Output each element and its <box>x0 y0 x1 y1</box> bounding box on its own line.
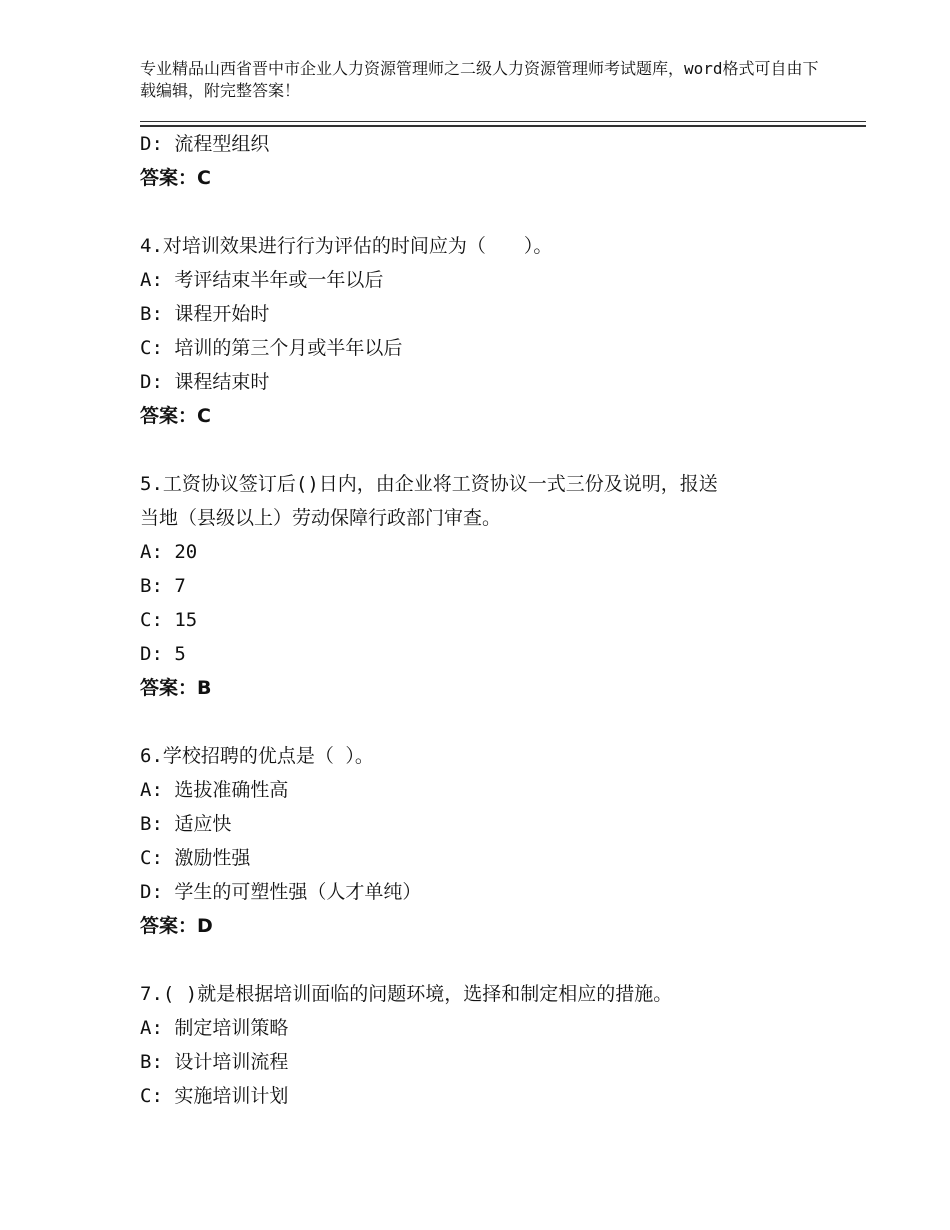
q6-option-c: C: 激励性强 <box>140 847 251 869</box>
q6-stem: 6.学校招聘的优点是（ ）。 <box>140 745 374 767</box>
q4-stem: 4.对培训效果进行行为评估的时间应为（ ）。 <box>140 235 553 257</box>
q7-stem: 7.( )就是根据培训面临的问题环境，选择和制定相应的措施。 <box>140 983 673 1005</box>
q6-option-d: D: 学生的可塑性强（人才单纯） <box>140 881 422 903</box>
q3-answer: 答案：C <box>140 167 211 189</box>
q6-answer: 答案：D <box>140 915 213 937</box>
q4-answer: 答案：C <box>140 405 211 427</box>
q4-option-b: B: 课程开始时 <box>140 303 270 325</box>
q4-option-a: A: 考评结束半年或一年以后 <box>140 269 384 291</box>
q4-option-c: C: 培训的第三个月或半年以后 <box>140 337 403 359</box>
spacer <box>140 705 840 739</box>
q5-option-d: D: 5 <box>140 643 186 665</box>
document-header: 专业精品山西省晋中市企业人力资源管理师之二级人力资源管理师考试题库，word格式可自由下载编辑，附完整答案！ <box>140 59 819 100</box>
q7-option-c: C: 实施培训计划 <box>140 1085 289 1107</box>
spacer <box>140 943 840 977</box>
q5-option-b: B: 7 <box>140 575 186 597</box>
q6-option-b: B: 适应快 <box>140 813 232 835</box>
q7-option-b: B: 设计培训流程 <box>140 1051 289 1073</box>
question-content <box>140 127 840 1113</box>
q3-option-d: D: 流程型组织 <box>140 133 270 155</box>
q4-option-d: D: 课程结束时 <box>140 371 270 393</box>
spacer <box>140 195 840 229</box>
q5-stem-line2: 当地（县级以上）劳动保障行政部门审查。 <box>140 507 502 529</box>
q5-stem-line1: 5.工资协议签订后()日内，由企业将工资协议一式三份及说明，报送 <box>140 473 718 495</box>
spacer <box>140 433 840 467</box>
q6-option-a: A: 选拔准确性高 <box>140 779 289 801</box>
q5-answer: 答案：B <box>140 677 212 699</box>
q5-option-c: C: 15 <box>140 609 198 631</box>
header-divider-thin <box>140 121 866 122</box>
q7-option-a: A: 制定培训策略 <box>140 1017 289 1039</box>
q5-option-a: A: 20 <box>140 541 198 563</box>
